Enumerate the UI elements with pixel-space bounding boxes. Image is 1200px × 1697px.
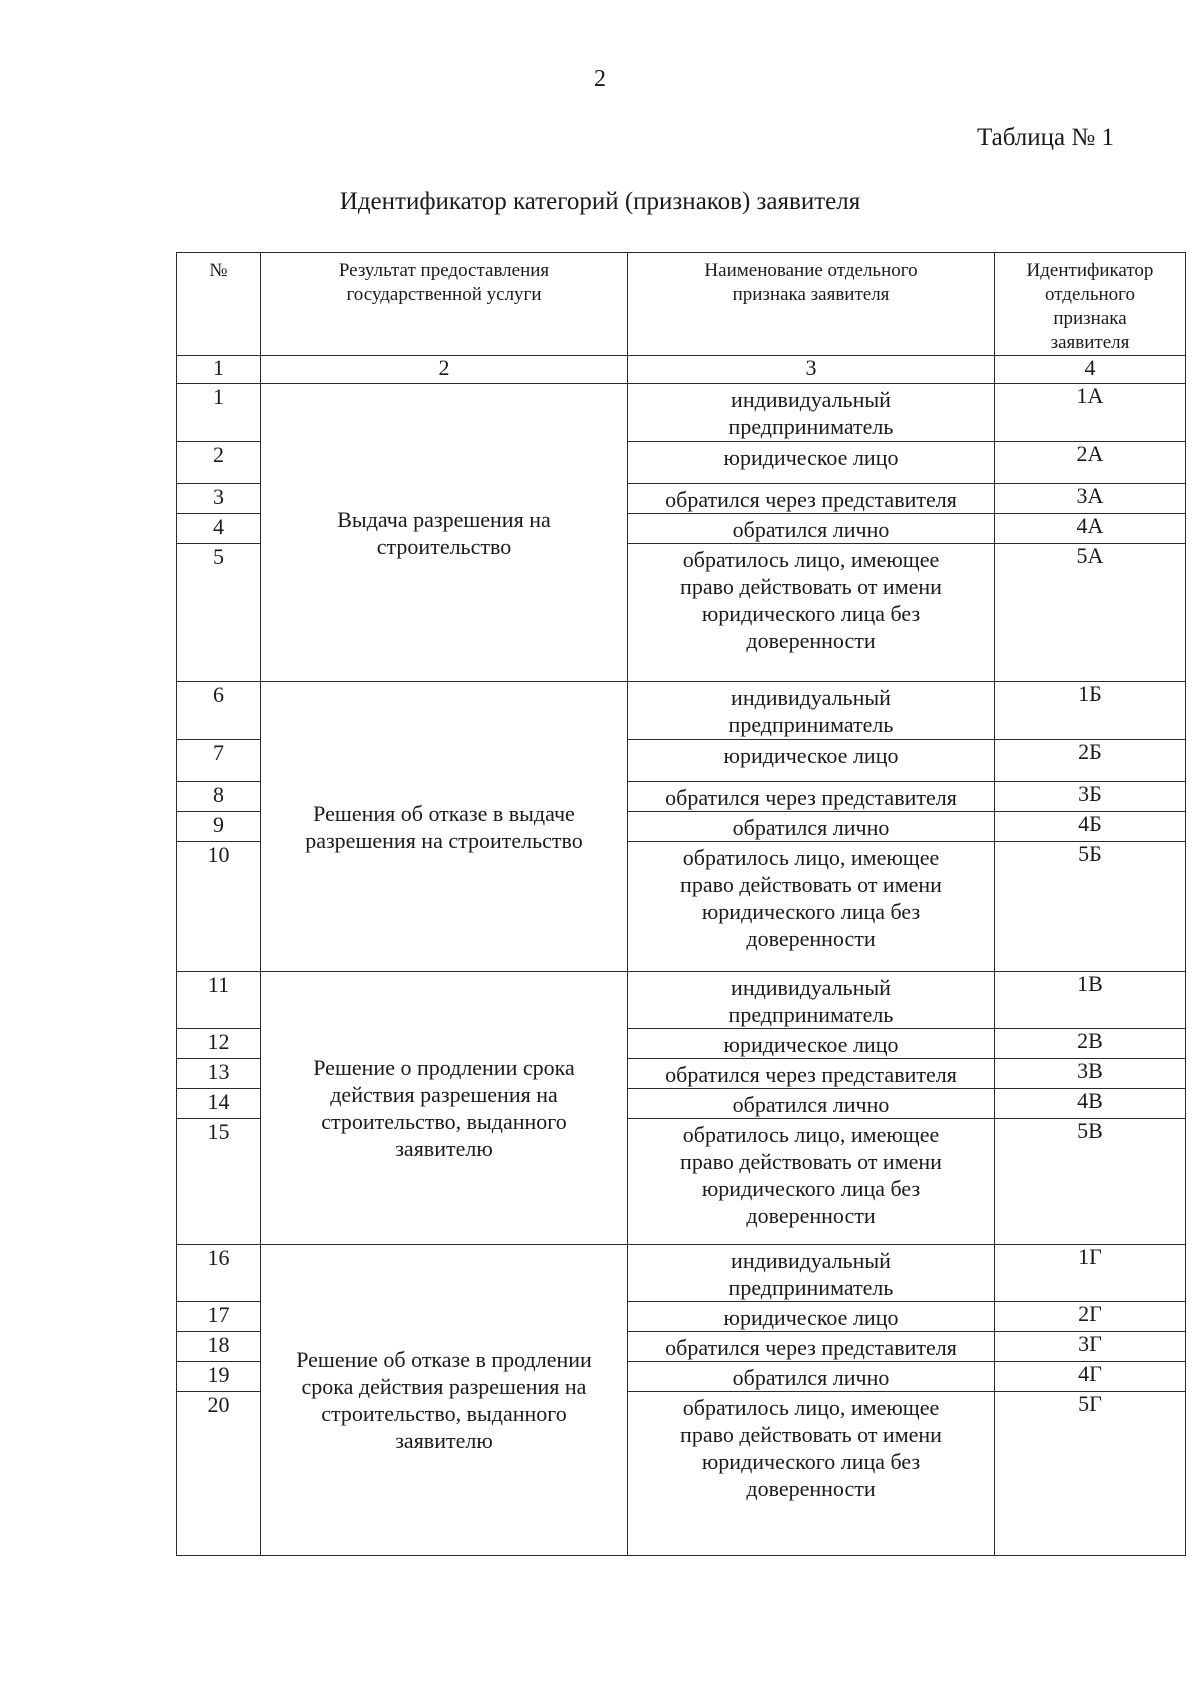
feature-cell: юридическое лицо [628,442,995,484]
document-title: Идентификатор категорий (признаков) заявителя [339,188,861,215]
feature-cell [628,682,995,740]
feature-cell: обратился лично [628,514,995,544]
result-cell [261,1245,628,1556]
header-cell-identifier [995,253,1186,356]
identifier-cell: 2Б [995,740,1186,782]
identifier-cell: 3В [995,1059,1186,1089]
feature-cell [628,1245,995,1302]
feature-text: обратилось лицо, имеющее право действовать от имени юридического лица без доверенности [680,1122,942,1228]
feature-cell [628,842,995,972]
feature-cell: юридическое лицо [628,1302,995,1332]
result-text: Выдача разрешения на строительство [337,506,551,559]
feature-text: индивидуальный предприниматель [728,685,894,737]
identifier-cell: 2А [995,442,1186,484]
row-number: 7 [177,740,261,782]
identifier-cell: 3Б [995,782,1186,812]
header-identifier-text: Идентификатор отдельного признака заявителя [1026,260,1154,353]
column-number-4: 4 [995,356,1186,384]
page-number: 2 [594,66,606,92]
row-number: 6 [177,682,261,740]
table-row [177,682,1186,740]
feature-cell: обратился через представителя [628,1332,995,1362]
header-result-text: Результат предоставления государственной услуги [338,260,550,305]
header-cell-feature [628,253,995,356]
column-number-1: 1 [177,356,261,384]
row-number: 17 [177,1302,261,1332]
row-number: 14 [177,1089,261,1119]
row-number: 15 [177,1119,261,1245]
row-number: 3 [177,484,261,514]
table-row [177,1245,1186,1302]
feature-text: индивидуальный предприниматель [728,1248,894,1300]
identifier-cell: 5Б [995,842,1186,972]
row-number: 12 [177,1029,261,1059]
identifier-cell: 1А [995,384,1186,442]
feature-text: обратилось лицо, имеющее право действовать от имени юридического лица без доверенности [680,845,942,951]
row-number: 11 [177,972,261,1029]
feature-cell: юридическое лицо [628,1029,995,1059]
table-row [177,972,1186,1029]
row-number: 9 [177,812,261,842]
identifier-cell: 2Г [995,1302,1186,1332]
column-number-3: 3 [628,356,995,384]
header-feature-text: Наименование отдельного признака заявителя [704,260,918,305]
applicant-category-table [176,252,1186,1556]
header-row [177,253,1186,356]
result-cell [261,682,628,972]
result-text: Решения об отказе в выдаче разрешения на строительство [305,800,583,853]
feature-cell: обратился через представителя [628,484,995,514]
identifier-cell: 3А [995,484,1186,514]
column-number-row [177,356,1186,384]
result-cell [261,972,628,1245]
row-number: 16 [177,1245,261,1302]
identifier-cell: 2В [995,1029,1186,1059]
identifier-cell: 5Г [995,1392,1186,1556]
row-number: 13 [177,1059,261,1089]
result-text: Решение об отказе в продлении срока действия разрешения на строительство, выданного заявителю [296,1347,592,1453]
identifier-cell: 1Г [995,1245,1186,1302]
row-number: 5 [177,544,261,682]
feature-text: обратилось лицо, имеющее право действовать от имени юридического лица без доверенности [680,1395,942,1501]
row-number: 18 [177,1332,261,1362]
feature-cell [628,972,995,1029]
identifier-cell: 4Г [995,1362,1186,1392]
row-number: 4 [177,514,261,544]
feature-cell [628,384,995,442]
row-number: 2 [177,442,261,484]
identifier-cell: 5В [995,1119,1186,1245]
result-cell [261,384,628,682]
table-row [177,384,1186,442]
feature-cell [628,1119,995,1245]
feature-cell: обратился лично [628,1089,995,1119]
identifier-cell: 4Б [995,812,1186,842]
table-label: Таблица № 1 [976,124,1114,151]
identifier-cell: 1Б [995,682,1186,740]
feature-cell: обратился лично [628,812,995,842]
feature-cell: обратился через представителя [628,782,995,812]
result-text: Решение о продлении срока действия разрешения на строительство, выданного заявителю [313,1055,575,1161]
feature-cell [628,544,995,682]
header-cell-result [261,253,628,356]
column-number-2: 2 [261,356,628,384]
row-number: 8 [177,782,261,812]
identifier-cell: 5А [995,544,1186,682]
row-number: 10 [177,842,261,972]
identifier-cell: 1В [995,972,1186,1029]
feature-cell: юридическое лицо [628,740,995,782]
header-cell-number: № [177,253,261,356]
feature-text: индивидуальный предприниматель [728,975,894,1027]
feature-cell: обратился через представителя [628,1059,995,1089]
feature-text: обратилось лицо, имеющее право действовать от имени юридического лица без доверенности [680,547,942,653]
feature-cell [628,1392,995,1556]
identifier-cell: 3Г [995,1332,1186,1362]
identifier-cell: 4В [995,1089,1186,1119]
row-number: 19 [177,1362,261,1392]
row-number: 1 [177,384,261,442]
row-number: 20 [177,1392,261,1556]
identifier-cell: 4А [995,514,1186,544]
feature-text: индивидуальный предприниматель [728,387,894,439]
feature-cell: обратился лично [628,1362,995,1392]
